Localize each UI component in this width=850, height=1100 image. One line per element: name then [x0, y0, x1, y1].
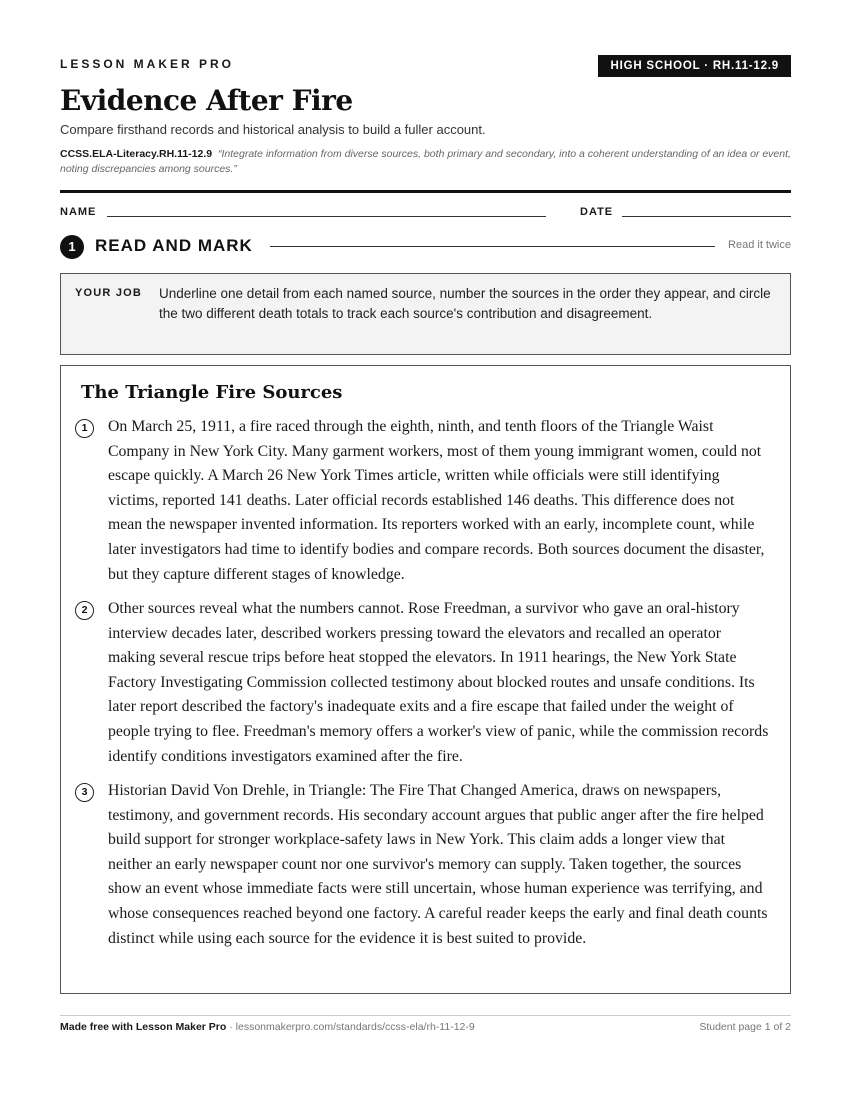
paragraph-3: Historian David Von Drehle, in Triangle: The Fire That Changed America, draws on newspapers, testimony, and government records. His secondary account argues that public anger after the fire helped build support for stronger workplace-safety laws in New York. This claim adds a longer view that neither an early newspaper count nor one survivor's memory can supply. Taken together, the sources show an event whose immediate facts were still uncertain, whose human experience was terrifying, and whose consequences reached beyond one factory. A careful reader keeps the early and final death counts distinct while using each source for the evidence it is best suited to provide. [108, 782, 768, 947]
standard-code: CCSS.ELA-Literacy.RH.11-12.9 [60, 148, 213, 160]
page-subtitle: Compare firsthand records and historical analysis to build a fuller account. [60, 122, 486, 137]
standard-text: “Integrate information from diverse sources, both primary and secondary, into a coherent understanding of an idea or event, noting discrepancies among sources.” [60, 148, 791, 175]
step-number-badge: 1 [60, 235, 84, 259]
name-field[interactable] [107, 216, 546, 217]
paragraph-2: Other sources reveal what the numbers cannot. Rose Freedman, a survivor who gave an oral-history interview decades later, described workers pressing toward the elevators and recalled an operator making several rescue trips before heat stopped the elevators. In 1911 hearings, the New York State Factory Investigating Commission collected testimony about blocked routes and unsafe conditions. Its later report described the factory's inadequate exits and a fire escape that failed under the weight of people trying to flee. Freedman's memory offers a worker's view of panic, while the commission records identify conditions investigators examined after the fire. [108, 600, 769, 765]
reading-passage [60, 365, 791, 994]
date-field[interactable] [622, 216, 791, 217]
section-title: READ AND MARK [95, 236, 253, 255]
header-divider [60, 190, 791, 193]
section-rule [270, 246, 715, 247]
footer-divider [60, 1015, 791, 1016]
job-instructions: Underline one detail from each named source, number the sources in the order they appear, and circle the two different death totals to track each source's contribution and disagreement. [159, 286, 771, 321]
paragraph-number-3: 3 [75, 783, 94, 802]
section-note: Read it twice [728, 239, 791, 251]
paragraph-number-2: 2 [75, 601, 94, 620]
footer-page-number: Student page 1 of 2 [699, 1021, 791, 1033]
footer-made-with: Made free with Lesson Maker Pro [60, 1021, 227, 1033]
standard-statement [60, 147, 791, 177]
paragraph-1: On March 25, 1911, a fire raced through the eighth, ninth, and tenth floors of the Triangle Waist Company in New York City. Many garment workers, most of them young immigrant women, could not escape quickly. A March 26 New York Times article, written while officials were still identifying victims, reported 141 deaths. Later official records established 146 deaths. This difference does not mean the newspaper invented information. Its reporters worked with an early, incomplete count, while later investigators had time to identify bodies and compare records. Both sources document the disaster, but they capture different stages of knowledge. [108, 418, 765, 583]
footer-credit [60, 1021, 475, 1033]
name-label: NAME [60, 206, 97, 218]
job-box [60, 273, 791, 355]
footer-url[interactable]: · lessonmakerpro.com/standards/ccss-ela/rh-11-12-9 [226, 1021, 475, 1033]
brand-name: LESSON MAKER PRO [60, 57, 235, 71]
passage-title: The Triangle Fire Sources [81, 382, 343, 403]
page-title: Evidence After Fire [60, 84, 353, 117]
top-bar [60, 55, 791, 79]
date-label: DATE [580, 206, 614, 218]
paragraph-number-1: 1 [75, 419, 94, 438]
section-header [60, 235, 791, 259]
level-badge: HIGH SCHOOL · RH.11-12.9 [598, 55, 791, 77]
job-label: YOUR JOB [75, 287, 143, 299]
